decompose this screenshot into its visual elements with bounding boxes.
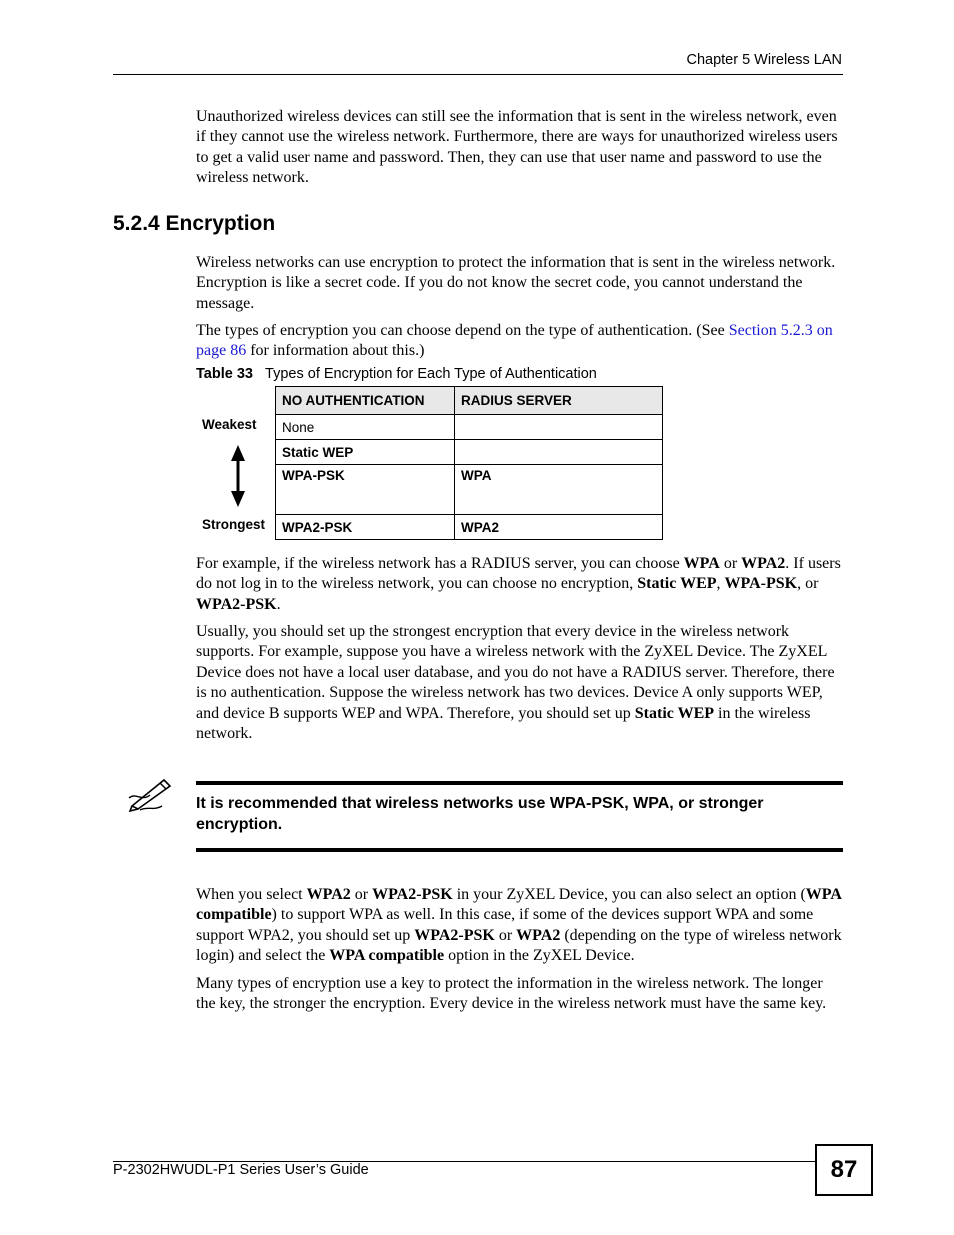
page-number: 87 [815, 1144, 873, 1196]
section-heading: 5.2.4 Encryption [113, 212, 276, 235]
strongest-encryption-paragraph: Usually, you should set up the strongest encryption that every device in the wireless network supports. For example, suppose you have a wireless network with the ZyXEL Device. The ZyXEL Device does not have a local user database, and you do not have a RADIUS server. Therefore, there is no authentication. Suppose the wireless network has two devices. Device A only supports WEP, and device B supports WEP and WPA. Therefore, you should set up Static WEP in the wireless network. [196, 623, 835, 743]
column-header: NO AUTHENTICATION [276, 387, 455, 415]
column-header: RADIUS SERVER [455, 387, 663, 415]
section-link[interactable]: Section 5.2.3 on page 86 [196, 322, 833, 360]
note-text: It is recommended that wireless networks use WPA-PSK, WPA, or stronger encryption. [196, 795, 764, 833]
example-paragraph: For example, if the wireless network has a RADIUS server, you can choose WPA or WPA2. If users do not log in to the wireless network, you can choose no encryption, Static WEP, WPA-PSK, or WPA2-PSK. [196, 555, 841, 613]
table-cell: WPA2-PSK [276, 515, 455, 540]
table-row [276, 515, 663, 540]
table-cell [455, 440, 663, 465]
pencil-note-icon [128, 776, 174, 812]
table-title: Types of Encryption for Each Type of Authentication [265, 366, 597, 382]
table-cell: Static WEP [276, 440, 455, 465]
scale-label-weakest: Weakest [202, 417, 257, 432]
encryption-table [275, 386, 663, 540]
encryption-paragraph: Wireless networks can use encryption to protect the information that is sent in the wireless network. Encryption is like a secret code. If you do not know the secret code, you cannot understand the message. [196, 254, 836, 312]
running-header: Chapter 5 Wireless LAN [686, 52, 842, 68]
table-cell: WPA-PSK [276, 465, 455, 515]
table-cell: None [276, 415, 455, 440]
table-cell [455, 415, 663, 440]
table-cell: WPA [455, 465, 663, 515]
encryption-types-paragraph: The types of encryption you can choose depend on the type of authentication. (See Section 5.2.3 on page 86 for information about this.) [196, 322, 833, 360]
table-cell: WPA2 [455, 515, 663, 540]
guide-title: P-2302HWUDL-P1 Series User’s Guide [113, 1162, 369, 1178]
note-rule-bottom [196, 848, 843, 852]
double-arrow-icon [229, 445, 247, 507]
key-paragraph: Many types of encryption use a key to protect the information in the wireless network. The longer the key, the stronger the encryption. Every device in the wireless network must have the same key. [196, 975, 827, 1013]
table-row [276, 465, 663, 515]
intro-paragraph: Unauthorized wireless devices can still see the information that is sent in the wireless network, even if they cannot use the wireless network. Furthermore, there are ways for unauthorized wireless users to get a valid user name and password. Then, they can use that user name and password to use the wireless network. [196, 108, 838, 187]
table-row [276, 415, 663, 440]
header-rule [113, 74, 843, 75]
table-number: Table 33 [196, 366, 253, 382]
table-caption [196, 366, 597, 382]
note-rule-top [196, 781, 843, 785]
table-header-row [276, 387, 663, 415]
scale-label-strongest: Strongest [202, 517, 266, 532]
table-row [276, 440, 663, 465]
wpa2-paragraph: When you select WPA2 or WPA2-PSK in your ZyXEL Device, you can also select an option (WPA compatible) to support WPA as well. In this case, if some of the devices support WPA and some support WPA2, you should set up WPA2-PSK or WPA2 (depending on the type of wireless network login) and select the WPA compatible option in the ZyXEL Device. [196, 886, 842, 965]
